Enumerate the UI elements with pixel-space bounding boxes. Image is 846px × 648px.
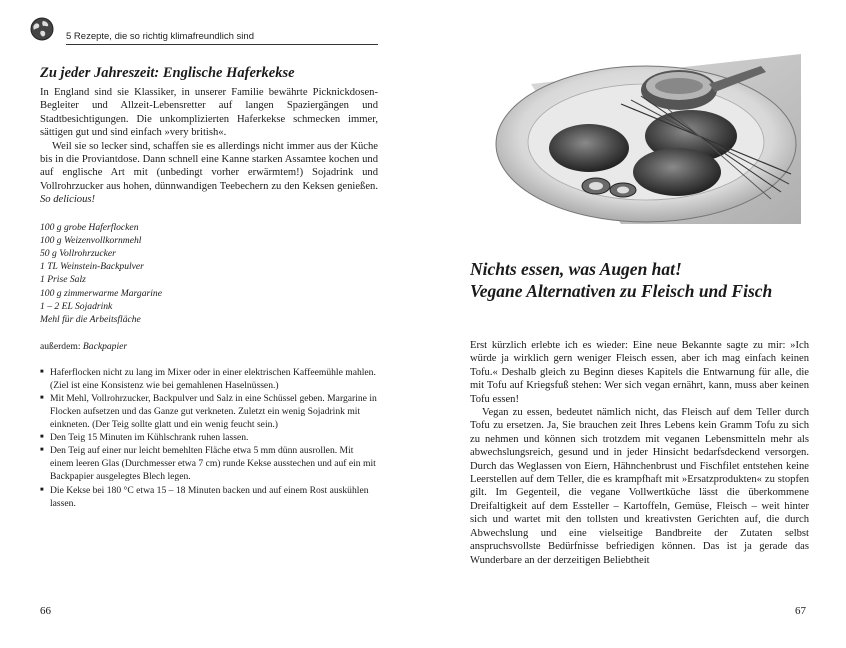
- step-item: ■ Den Teig auf einer nur leicht bemehlten Fläche etwa 5 mm dünn ausrollen. Mit einem leeren Glas (Durchmesser etwa 7 cm) runde Kekse ausstechen und auf ein mit Backpapier ausgelegtes Blech legen.: [40, 444, 378, 483]
- chapter-title: [470, 258, 810, 302]
- right-page: [423, 0, 846, 648]
- extra-label: außerdem:: [40, 341, 81, 353]
- intro-paragraph-2-text: Weil sie so lecker sind, schaffen sie es allerdings nicht immer aus der Küche bis in die Proviantdose. Dann schnell eine Kanne starken Assamtee kochen und auf englische Art mit (unbedingt vorher erwärmtem!) Sojadrink und Vollrohrzucker aus hohen, dünnwandigen Teebechern zu den Keksen genießen.: [40, 140, 378, 192]
- recipe-heading: Zu jeder Jahreszeit: Englische Haferkekse: [40, 65, 295, 81]
- body-paragraph-1: Erst kürzlich erlebte ich es wieder: Eine neue Bekannte sagte zu mir: »Ich würde ja wirklich gern weniger Fleisch essen, aber ich mag einfach keinen Tofu.« Deshalb gleich zu Beginn dieses Kapitels die Entwarnung für alle, die mit Tofu auf Kriegsfuß stehen: Wer sich vegan ernährt, kann, muss aber keinen Tofu essen!: [470, 340, 809, 405]
- step-item: ■ Den Teig 15 Minuten im Kühlschrank ruhen lassen.: [40, 431, 378, 444]
- ingredient-item: 100 g zimmerwarme Margarine: [40, 287, 162, 299]
- globe-icon: [30, 17, 54, 41]
- preparation-steps: [40, 366, 378, 510]
- ingredient-item: 100 g Weizenvollkornmehl: [40, 234, 142, 246]
- page-number-right: 67: [795, 605, 806, 617]
- ingredient-list: [40, 221, 378, 327]
- ingredient-item: Mehl für die Arbeitsfläche: [40, 314, 141, 326]
- ingredient-item: 1 Prise Salz: [40, 274, 86, 286]
- page-number-left: 66: [40, 605, 51, 617]
- ingredient-item: 1 TL Weinstein-Backpulver: [40, 261, 144, 273]
- step-item: ■ Haferflocken nicht zu lang im Mixer oder in einer elektrischen Kaffeemühle mahlen. (Ziel ist eine Konsistenz wie bei gemahlenen Haselnüssen.): [40, 366, 378, 392]
- intro-paragraph-1: In England sind sie Klassiker, in unserer Familie bewährte Picknickdosen-Begleiter und Allzeit-Lebensretter auf langen Spaziergängen und Stadtbesichtigungen. Die unkomplizierten Haferkekse schmecken immer, sättigen gut und sind einfach »very british«.: [40, 87, 378, 139]
- additional-ingredients: [40, 340, 378, 353]
- ingredient-item: 100 g grobe Haferflocken: [40, 221, 139, 233]
- ingredient-item: 50 g Vollrohrzucker: [40, 248, 116, 260]
- chapter-title-line-1: Nichts essen, was Augen hat!: [470, 259, 682, 279]
- intro-emphasis: So delicious!: [40, 194, 96, 206]
- intro-paragraph-2: [40, 140, 378, 207]
- step-item: ■ Mit Mehl, Vollrohrzucker, Backpulver und Salz in eine Schüssel geben. Margarine in Flocken aufsetzen und das Ganze gut verkneten. Zuletzt ein wenig Sojadrink mit einkneten. (Der Teig sollte glatt und ein wenig feucht sein.): [40, 392, 378, 431]
- recipe-body: [40, 64, 378, 510]
- ingredient-item: 1 – 2 EL Sojadrink: [40, 300, 113, 312]
- body-paragraph-2: Vegan zu essen, bedeutet nämlich nicht, das Fleisch auf dem Teller durch Tofu zu ersetzen. Ja, Sie brauchen zeit Ihres Lebens kein Gramm Tofu zu sich zu nehmen und können sich trotzdem mit veganen Lebensmitteln mehr als abwechslungsreich, gesund und in jeder Hinsicht bedarfsdeckend versorgen. Durch das Weglassen von Eiern, Hähnchenbrust und Fischfilet entstehen keine Leerstellen auf dem Teller, die es krampfhaft mit »Ersatzprodukten« zu stopfen gilt. Im Gegenteil, die vegane Vollwertküche lässt die überkommene Dreifaltigkeit auf dem Essteller – Kartoffeln, Gemüse, Fleisch – weit hinter sich und wartet mit den tollsten und kreativsten Gerichten auf, die durch Abwechslung und eine vielseitige Bandbreite der Zutaten selbst anspruchsvollste Bedürfnisse befriedigen können. Das ist ja gerade das Wunderbare an der derzeitigen Beliebtheit: [470, 407, 809, 566]
- running-head: 5 Rezepte, die so richtig klimafreundlich sind: [66, 31, 378, 45]
- food-illustration: [471, 44, 801, 224]
- chapter-title-line-2: Vegane Alternativen zu Fleisch und Fisch: [470, 281, 773, 301]
- step-item: ■ Die Kekse bei 180 °C etwa 15 – 18 Minuten backen und auf einem Rost auskühlen lassen.: [40, 484, 378, 510]
- chapter-body: [470, 339, 809, 567]
- extra-item: Backpapier: [82, 341, 128, 353]
